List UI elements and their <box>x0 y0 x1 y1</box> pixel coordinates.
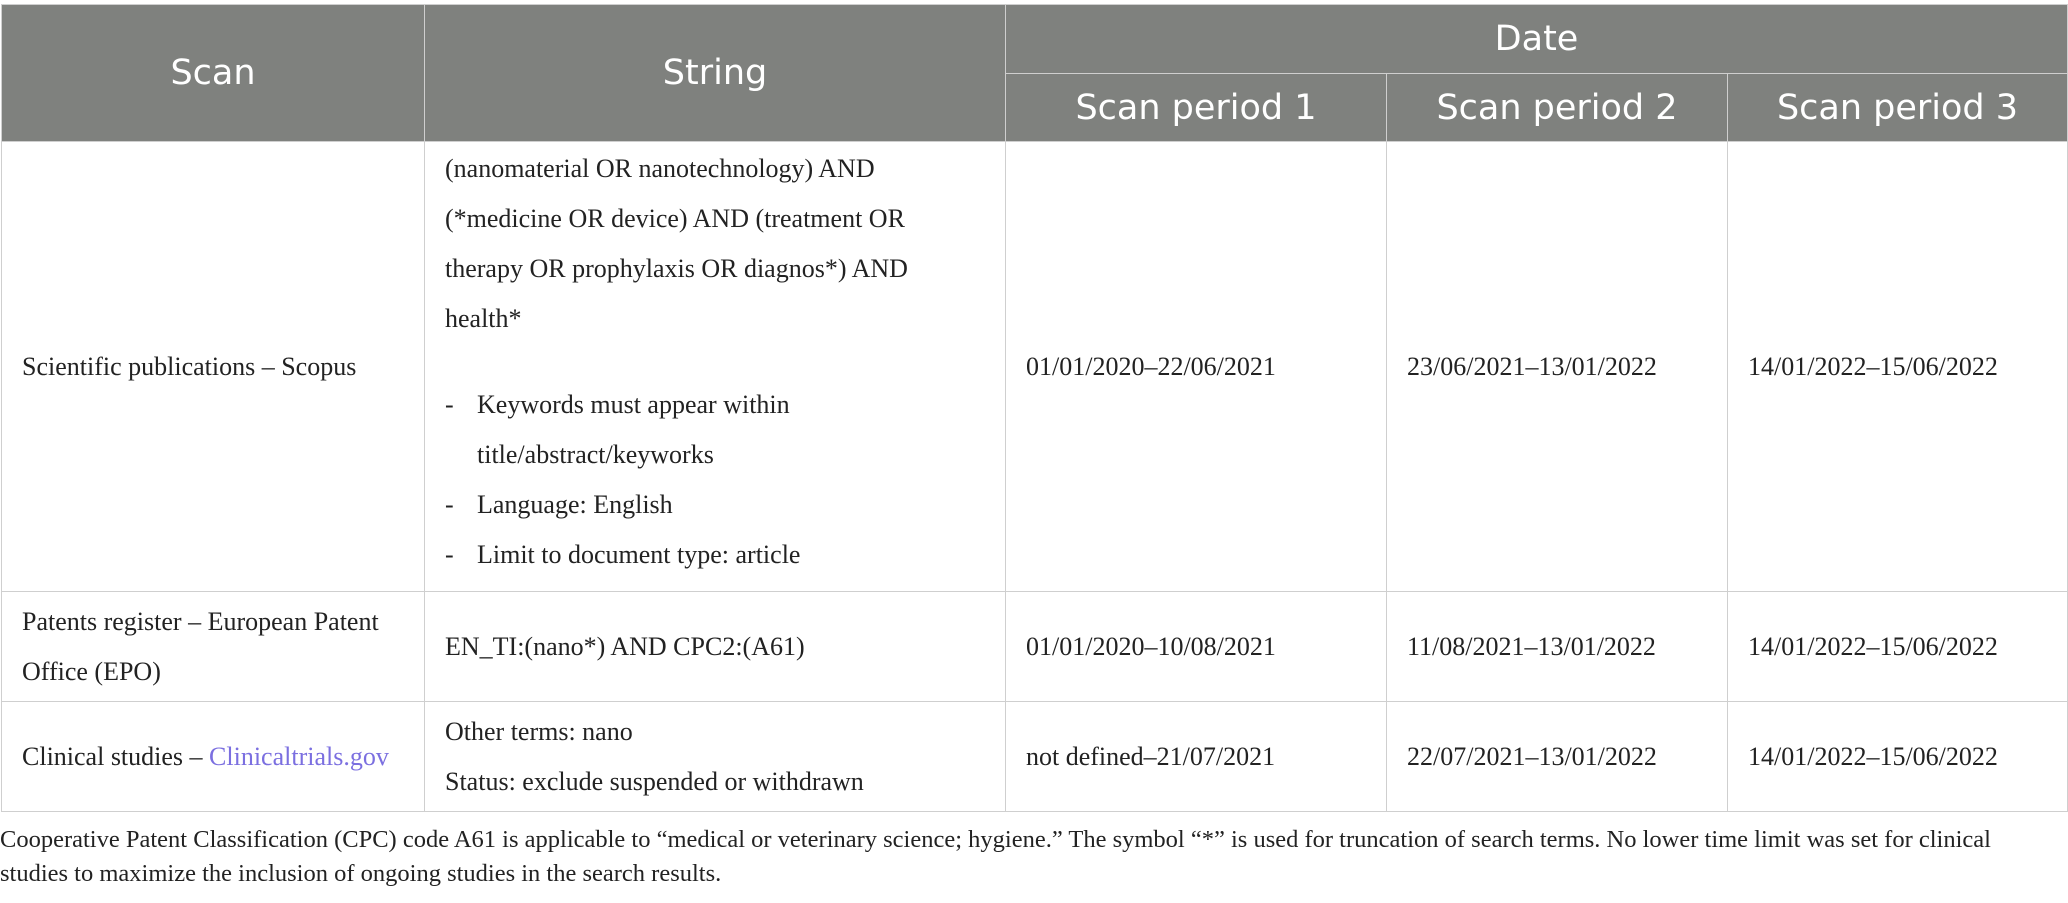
period-2-cell: 22/07/2021–13/01/2022 <box>1387 702 1728 812</box>
scan-table <box>1 4 2068 812</box>
scan-cell: Patents register – European Patent Office (EPO) <box>2 592 425 702</box>
table-row <box>2 142 2068 592</box>
string-cell: EN_TI:(nano*) AND CPC2:(A61) <box>425 592 1006 702</box>
string-cell <box>425 142 1006 592</box>
period-1-cell: 01/01/2020–22/06/2021 <box>1006 142 1387 592</box>
scan-cell: Scientific publications – Scopus <box>2 142 425 592</box>
clinicaltrials-link[interactable]: Clinicaltrials.gov <box>209 741 389 771</box>
period-3-cell: 14/01/2022–15/06/2022 <box>1728 142 2068 592</box>
table-row <box>2 702 2068 812</box>
list-item: - Language: English <box>445 480 985 530</box>
period-2-cell: 11/08/2021–13/01/2022 <box>1387 592 1728 702</box>
period-1-cell: 01/01/2020–10/08/2021 <box>1006 592 1387 702</box>
string-line: Other terms: nano <box>445 716 633 746</box>
period-2-cell: 23/06/2021–13/01/2022 <box>1387 142 1728 592</box>
period-3-cell: 14/01/2022–15/06/2022 <box>1728 702 2068 812</box>
scan-cell <box>2 702 425 812</box>
search-conditions-list <box>445 380 985 580</box>
string-cell <box>425 702 1006 812</box>
header-scan-period-1: Scan period 1 <box>1006 74 1387 142</box>
table-footnote: Cooperative Patent Classification (CPC) code A61 is applicable to “medical or veterinary science; hygiene.” The symbol “*” is used for truncation of search terms. No lower time limit was set for clinical studies to maximize the inclusion of ongoing studies in the search results. <box>0 826 1991 887</box>
header-scan-period-3: Scan period 3 <box>1728 74 2068 142</box>
header-scan-period-2: Scan period 2 <box>1387 74 1728 142</box>
bullet-marker: - <box>445 390 454 419</box>
list-item: - Keywords must appear within title/abstract/keyworks <box>445 380 985 480</box>
header-date: Date <box>1006 5 2068 74</box>
period-1-cell: not defined–21/07/2021 <box>1006 702 1387 812</box>
bullet-marker: - <box>445 490 454 519</box>
search-string: (nanomaterial OR nanotechnology) AND (*medicine OR device) AND (treatment OR therapy OR prophylaxis OR diagnos*) AND health* <box>445 154 908 333</box>
list-item: - Limit to document type: article <box>445 530 985 580</box>
period-3-cell: 14/01/2022–15/06/2022 <box>1728 592 2068 702</box>
table-row <box>2 592 2068 702</box>
header-string: String <box>425 5 1006 142</box>
string-line: Status: exclude suspended or withdrawn <box>445 766 864 796</box>
header-scan: Scan <box>2 5 425 142</box>
scan-label: Clinical studies – <box>22 741 210 771</box>
bullet-marker: - <box>445 540 454 569</box>
